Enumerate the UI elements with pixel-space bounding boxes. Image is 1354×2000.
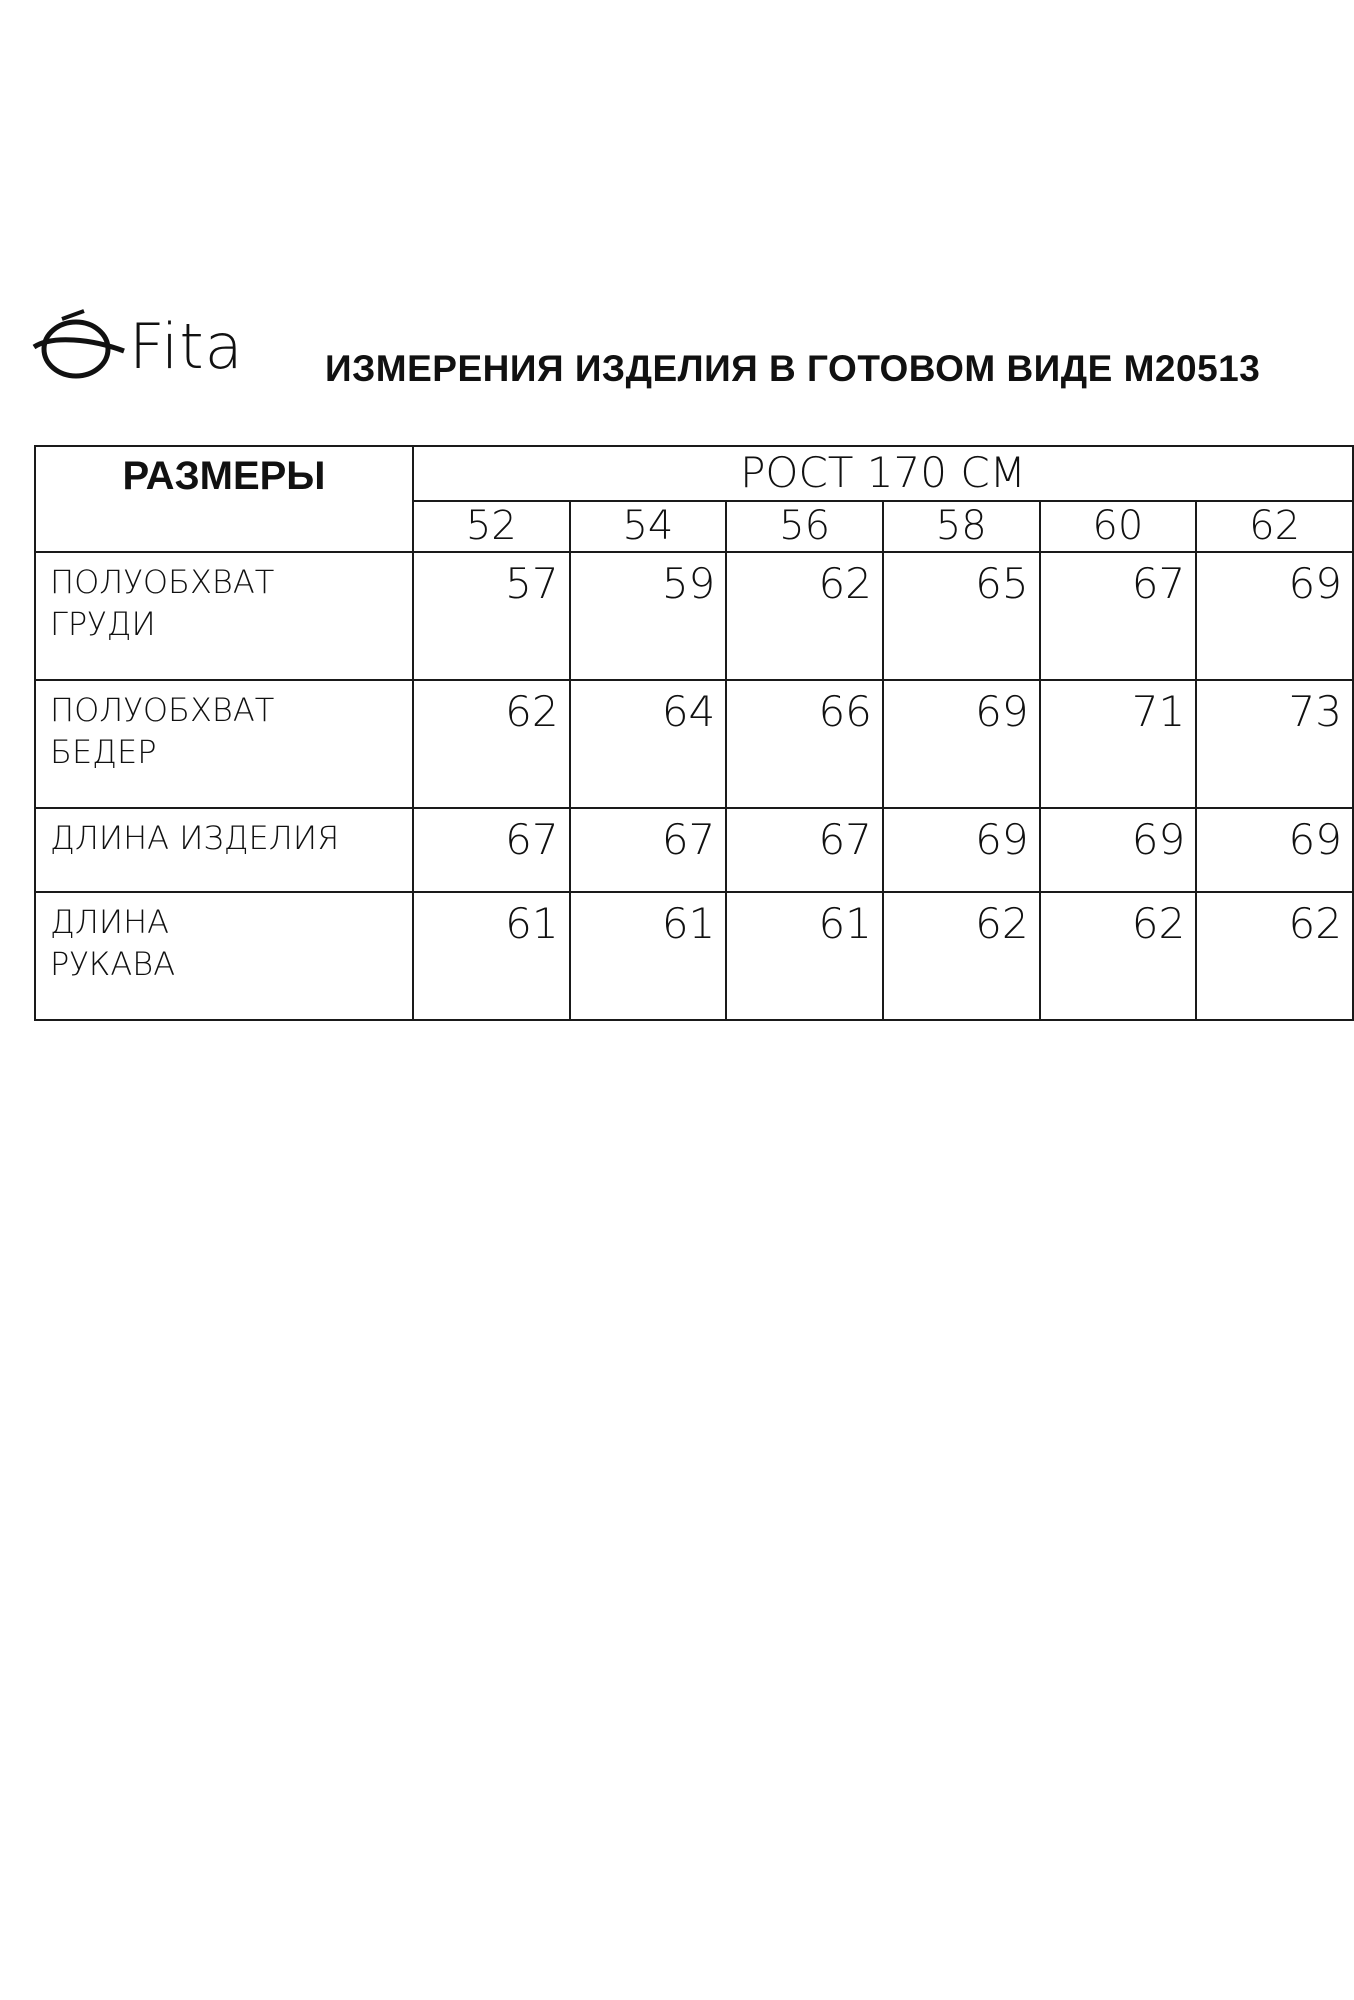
measurement-value: 67 <box>570 808 727 892</box>
brand-logo <box>32 305 262 395</box>
size-header-cell: 54 <box>570 501 727 552</box>
measurement-value: 67 <box>726 808 883 892</box>
label-line: ПОЛУОБХВАТ <box>50 563 275 601</box>
label-line: БЕДЕР <box>50 733 157 771</box>
measurement-value: 69 <box>1040 808 1197 892</box>
measurement-value: 62 <box>413 680 570 808</box>
table-row <box>35 552 1353 680</box>
size-header-cell: 52 <box>413 501 570 552</box>
table-row <box>35 680 1353 808</box>
size-header-cell: 56 <box>726 501 883 552</box>
table-header-row <box>35 446 1353 501</box>
measurement-label <box>35 552 413 680</box>
measurement-value: 62 <box>1196 892 1353 1020</box>
measurement-value: 57 <box>413 552 570 680</box>
sizes-header: РАЗМЕРЫ <box>35 446 413 552</box>
label-line: РУКАВА <box>50 945 176 983</box>
measurement-value: 62 <box>1040 892 1197 1020</box>
fita-logo-icon <box>32 305 127 385</box>
size-header-cell: 60 <box>1040 501 1197 552</box>
measurement-value: 69 <box>1196 552 1353 680</box>
label-line: ДЛИНА ИЗДЕЛИЯ <box>50 819 340 857</box>
size-header-cell: 58 <box>883 501 1040 552</box>
page-title: ИЗМЕРЕНИЯ ИЗДЕЛИЯ В ГОТОВОМ ВИДЕ М20513 <box>325 348 1261 389</box>
measurement-value: 61 <box>726 892 883 1020</box>
height-header: РОСТ 170 СМ <box>413 446 1353 501</box>
measurement-value: 71 <box>1040 680 1197 808</box>
measurement-value: 61 <box>413 892 570 1020</box>
measurement-value: 62 <box>726 552 883 680</box>
label-line: ПОЛУОБХВАТ <box>50 691 275 729</box>
measurement-value: 67 <box>413 808 570 892</box>
measurement-value: 69 <box>1196 808 1353 892</box>
measurement-value: 64 <box>570 680 727 808</box>
measurement-value: 66 <box>726 680 883 808</box>
measurement-label <box>35 680 413 808</box>
measurement-value: 61 <box>570 892 727 1020</box>
measurement-value: 69 <box>883 808 1040 892</box>
measurement-value: 65 <box>883 552 1040 680</box>
label-line: ДЛИНА <box>50 903 170 941</box>
measurement-value: 69 <box>883 680 1040 808</box>
label-line: ГРУДИ <box>50 605 156 643</box>
size-header-cell: 62 <box>1196 501 1353 552</box>
measurement-value: 67 <box>1040 552 1197 680</box>
table-row <box>35 892 1353 1020</box>
measurement-label <box>35 892 413 1020</box>
brand-name: Fita <box>129 310 244 383</box>
measurement-value: 59 <box>570 552 727 680</box>
table-row <box>35 808 1353 892</box>
measurement-value: 73 <box>1196 680 1353 808</box>
measurement-label <box>35 808 413 892</box>
document-header <box>32 305 1332 415</box>
measurement-value: 62 <box>883 892 1040 1020</box>
size-chart-table <box>34 445 1354 1021</box>
